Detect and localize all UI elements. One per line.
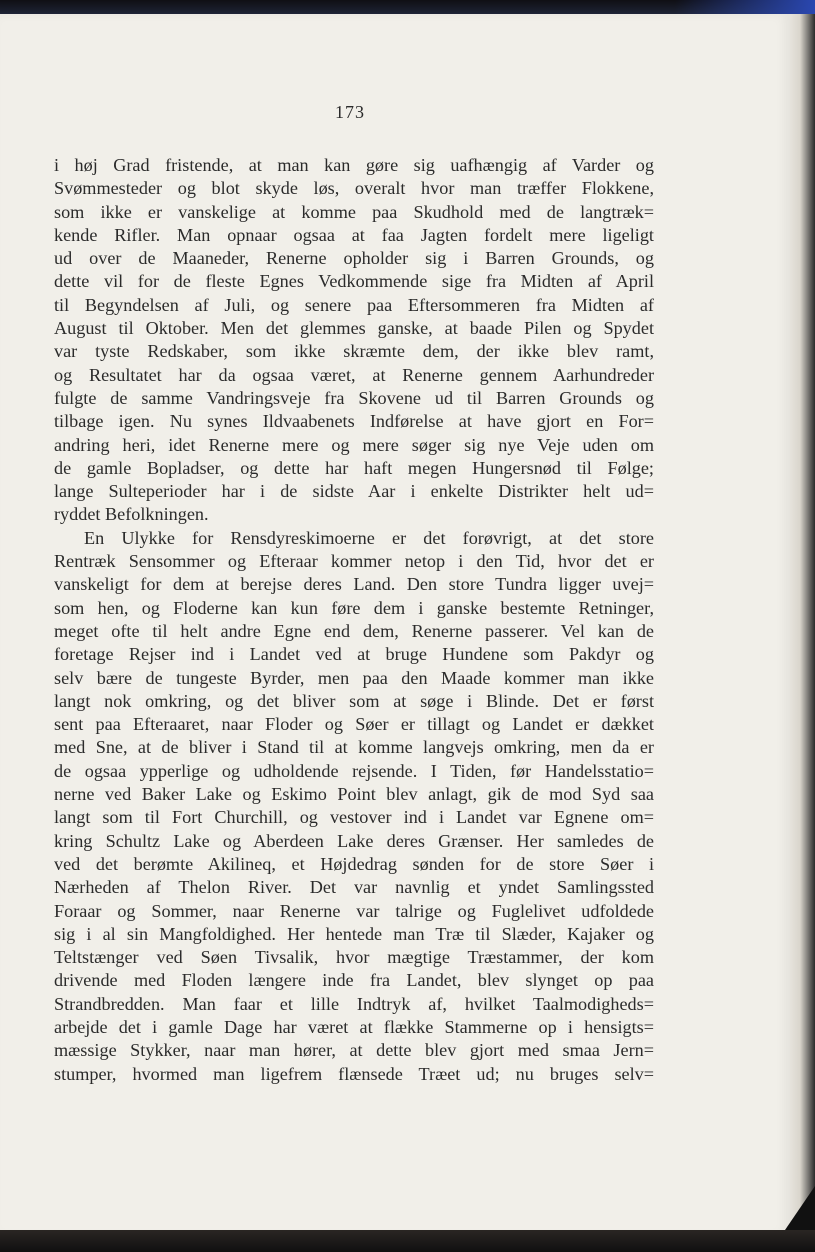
text-line: tilbage igen. Nu synes Ildvaabenets Indførelse at have gjort en For= [54,411,654,432]
body-text [54,154,654,1086]
text-line: ud over de Maaneder, Renerne opholder sig i Barren Grounds, og [54,248,654,269]
text-line: vanskeligt for dem at berejse deres Land. Den store Tundra ligger uvej= [54,574,654,595]
paragraph-start-line: En Ulykke for Rensdyreskimoerne er det forøvrigt, at det store [84,527,654,548]
text-line: fulgte de samme Vandringsveje fra Skovene ud til Barren Grounds og [54,387,654,408]
text-line: foretage Rejser ind i Landet ved at bruge Hundene som Pakdyr og [54,644,654,665]
text-line: Foraar og Sommer, naar Renerne var talrige og Fuglelivet udfoldede [54,900,654,921]
text-line: ved det berømte Akilineq, et Højdedrag sønden for de store Søer i [54,853,654,874]
text-line: Nærheden af Thelon River. Det var navnlig et yndet Samlingssted [54,877,654,898]
text-line: sig i al sin Mangfoldighed. Her hentede man Træ til Slæder, Kajaker og [54,923,654,944]
text-line: og Resultatet har da ogsaa været, at Renerne gennem Aarhundreder [54,364,654,385]
text-line: langt som til Fort Churchill, og vestover ind i Landet var Egnene om= [54,807,654,828]
text-line: nerne ved Baker Lake og Eskimo Point blev anlagt, gik de mod Syd saa [54,784,654,805]
text-line: Strandbredden. Man faar et lille Indtryk af, hvilket Taalmodigheds= [54,993,654,1014]
text-line: andring heri, idet Renerne mere og mere søger sig nye Veje uden om [54,434,654,455]
text-line: som hen, og Floderne kan kun føre dem i ganske bestemte Retninger, [54,597,654,618]
text-line: dette vil for de fleste Egnes Vedkommende sige fra Midten af April [54,271,654,292]
text-line: selv bære de tungeste Byrder, men paa den Maade kommer man ikke [54,667,654,688]
text-line: med Sne, at de bliver i Stand til at komme langvejs omkring, men da er [54,737,654,758]
text-line: lange Sulteperioder har i de sidste Aar i enkelte Distrikter helt ud= [54,481,654,502]
scan-bottom-edge [0,1230,815,1252]
text-line: drivende med Floden længere inde fra Landet, blev slynget op paa [54,970,654,991]
page-number: 173 [335,102,365,122]
text-line: arbejde det i gamle Dage har været at flække Stammerne op i hensigts= [54,1016,654,1037]
text-line: de ogsaa ypperlige og udholdende rejsende. I Tiden, før Handelsstatio= [54,760,654,781]
paragraph-end-line: ryddet Befolkningen. [54,504,209,525]
text-line: meget ofte til helt andre Egne end dem, Renerne passerer. Vel kan de [54,620,654,641]
text-line: sent paa Efteraaret, naar Floder og Søer er tillagt og Landet er dækket [54,714,654,735]
text-line: kende Rifler. Man opnaar ogsaa at faa Jagten fordelt mere ligeligt [54,224,654,245]
text-line: var tyste Redskaber, som ikke skræmte dem, der ikke blev ramt, [54,341,654,362]
text-line: til Begyndelsen af Juli, og senere paa Eftersommeren fra Midten af [54,294,654,315]
page-corner [785,1186,815,1230]
text-line: de gamle Bopladser, og dette har haft megen Hungersnød til Følge; [54,457,654,478]
text-line: mæssige Stykker, naar man hører, at dette blev gjort med smaa Jern= [54,1040,654,1061]
text-line: som ikke er vanskelige at komme paa Skudhold med de langtræk= [54,201,654,222]
text-line: Teltstænger ved Søen Tivsalik, hvor mægtige Træstammer, der kom [54,947,654,968]
text-line: Rentræk Sensommer og Efteraar kommer netop i den Tid, hvor det er [54,551,654,572]
page-gutter-shadow [790,14,815,1236]
text-line: langt nok omkring, og det bliver som at søge i Blinde. Det er først [54,690,654,711]
book-page [0,14,790,1236]
text-line: i høj Grad fristende, at man kan gøre sig uafhængig af Varder og [54,155,654,175]
text-line: Svømmesteder og blot skyde løs, overalt hvor man træffer Flokkene, [54,178,654,199]
text-line: August til Oktober. Men det glemmes ganske, at baade Pilen og Spydet [54,318,654,339]
text-line: kring Schultz Lake og Aberdeen Lake deres Grænser. Her samledes de [54,830,654,851]
text-line: stumper, hvormed man ligefrem flænsede Træet ud; nu bruges selv= [54,1063,654,1084]
